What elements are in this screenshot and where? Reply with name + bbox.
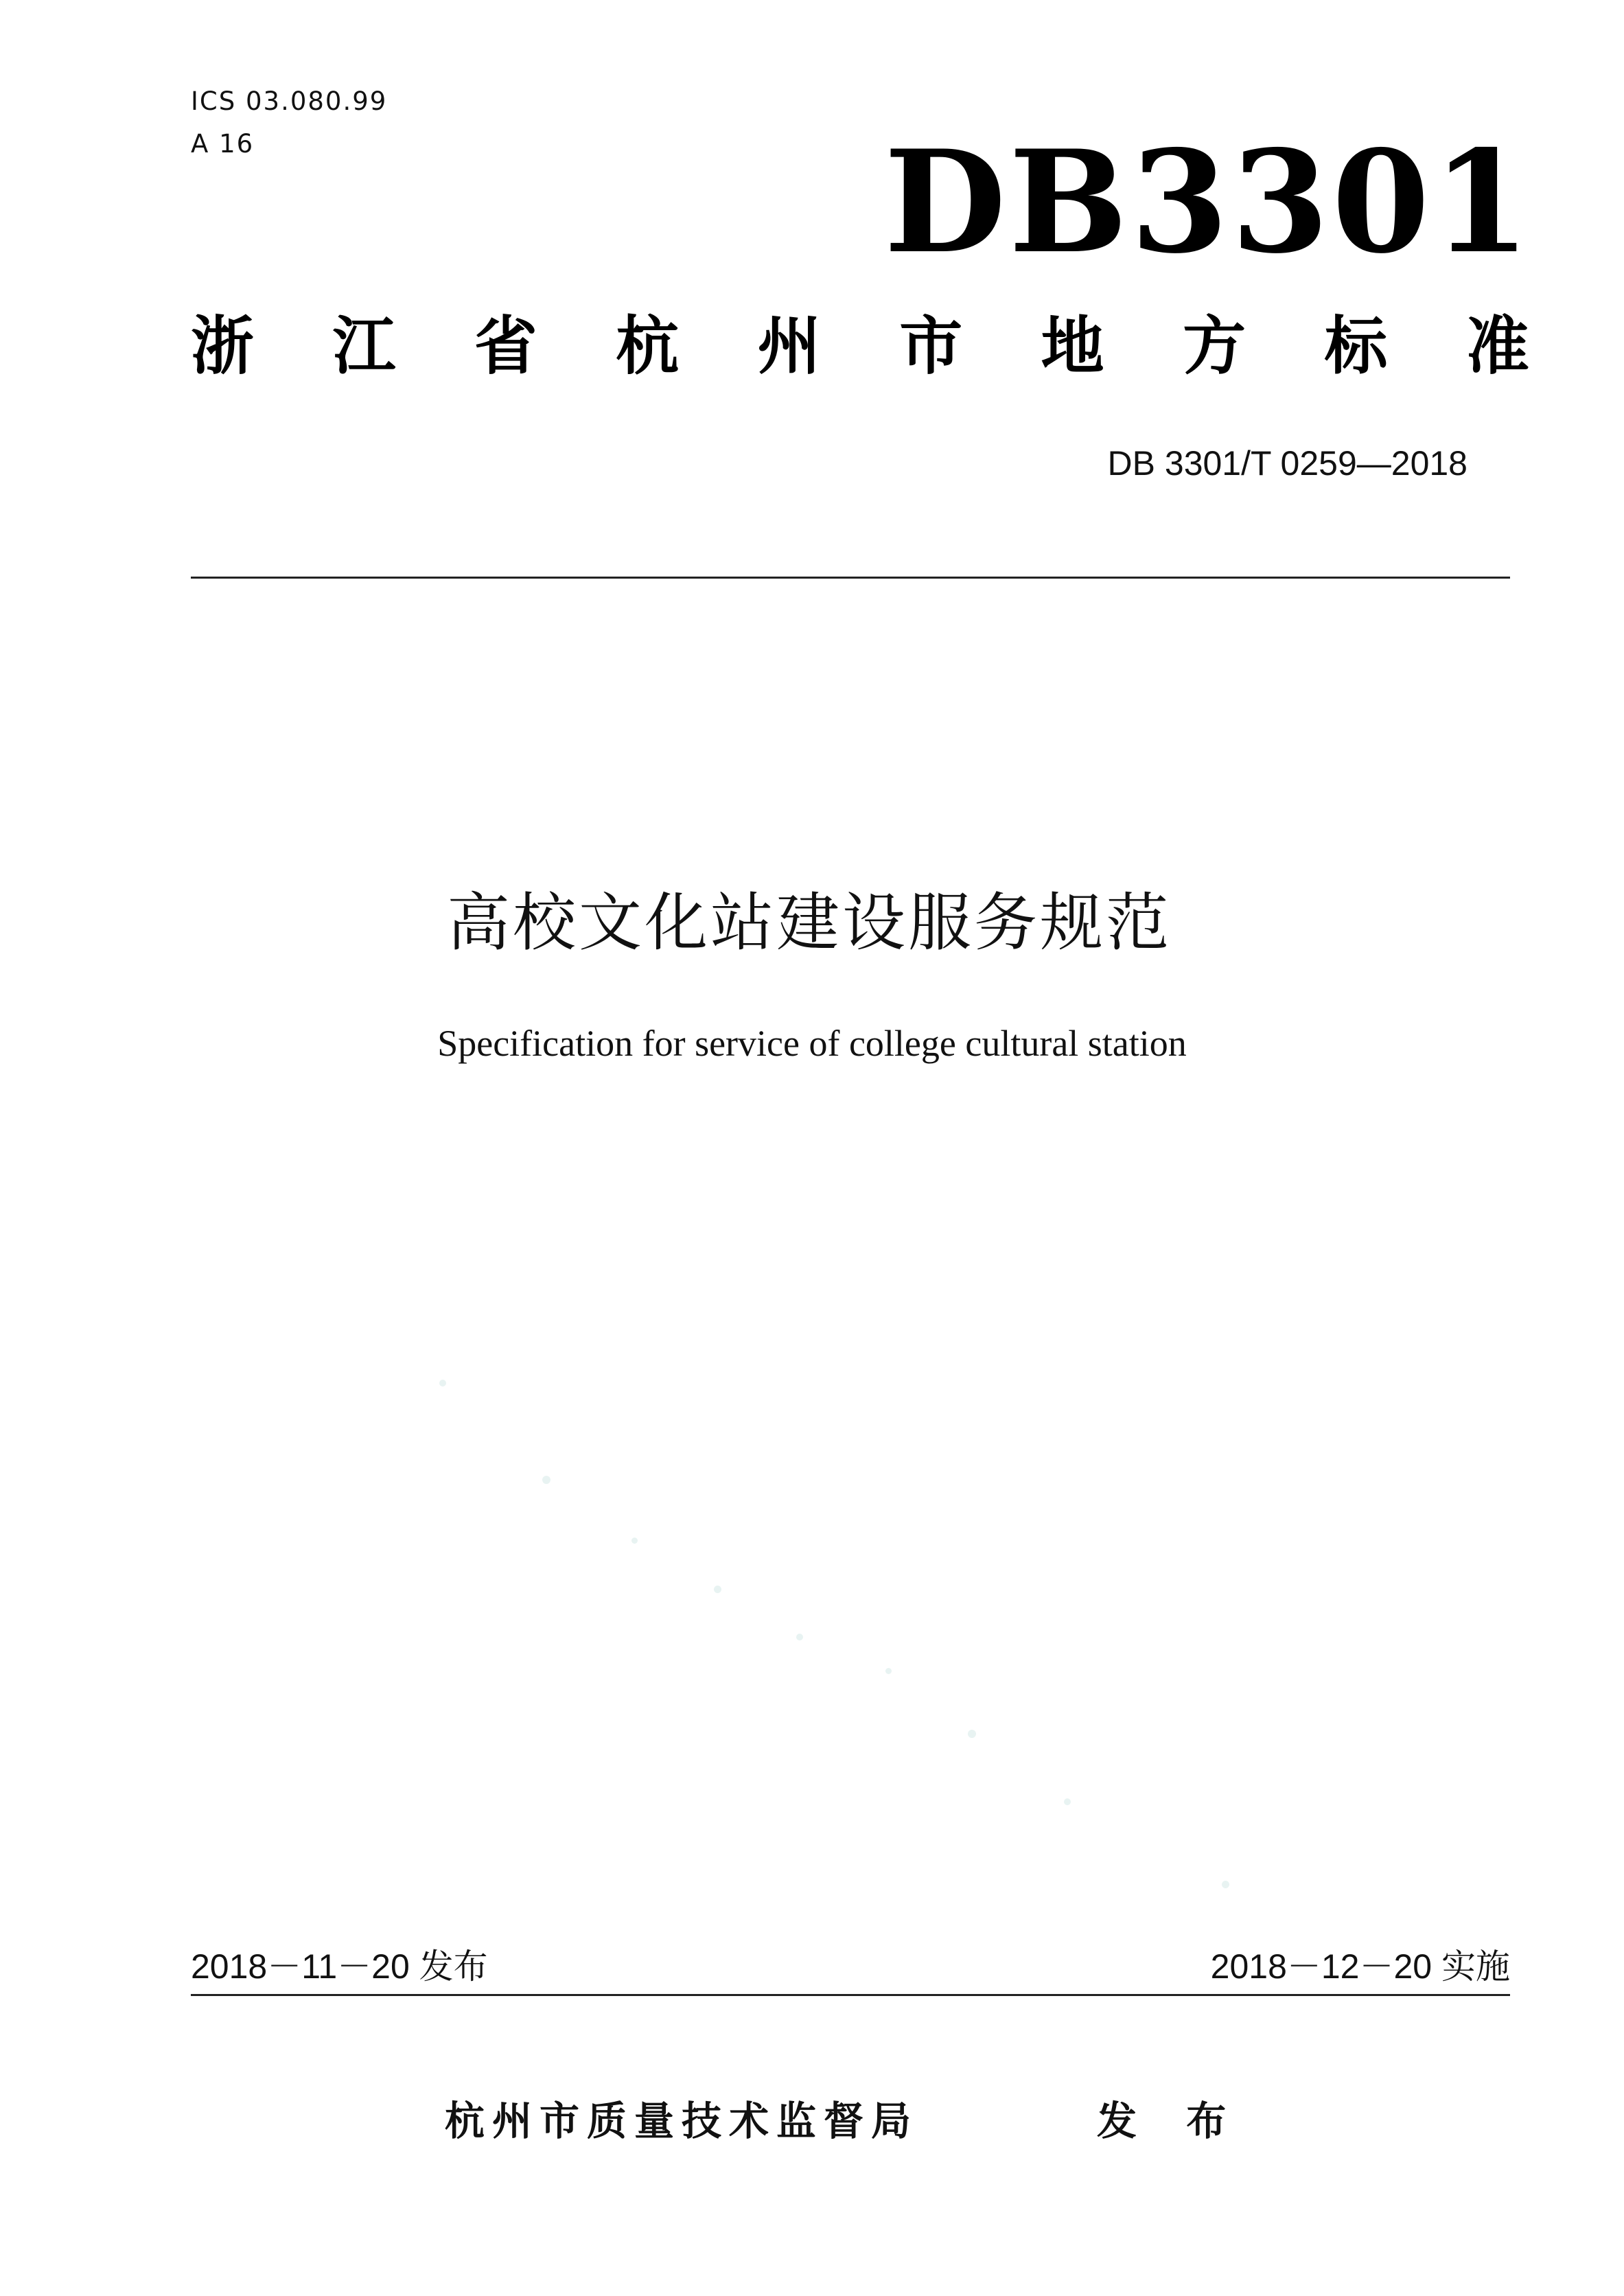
standard-type-char: 杭 [616,310,680,383]
standard-type-char: 地 [1041,310,1104,383]
standard-type-heading [191,309,1529,384]
standard-type-char: 省 [474,310,537,383]
standard-code-logo: DB3301 [884,120,1533,285]
document-title-english: Specification for service of college cultural station [437,1023,1187,1064]
standard-type-char: 江 [332,310,396,383]
ccs-code: A 16 [191,129,255,159]
standard-type-char: 标 [1324,310,1388,383]
publisher-name: 杭州市质量技术监督局 [445,2098,919,2144]
bottom-divider [191,1994,1510,1996]
implementation-date: 2018－12－20 实施 [1210,1947,1510,1986]
standard-number: DB 3301/T 0259—2018 [1107,444,1468,483]
standard-type-char: 市 [899,310,963,383]
standard-type-char: 方 [1183,310,1246,383]
issue-date: 2018－11－20 发布 [191,1947,488,1986]
standard-type-char: 准 [1465,310,1529,383]
standard-type-char: 州 [757,310,821,383]
ics-code: ICS 03.080.99 [191,86,388,116]
document-title-chinese: 高校文化站建设服务规范 [446,886,1172,960]
top-divider [191,577,1510,579]
publish-label: 发 布 [1097,2098,1244,2144]
standard-type-char: 浙 [191,310,255,383]
